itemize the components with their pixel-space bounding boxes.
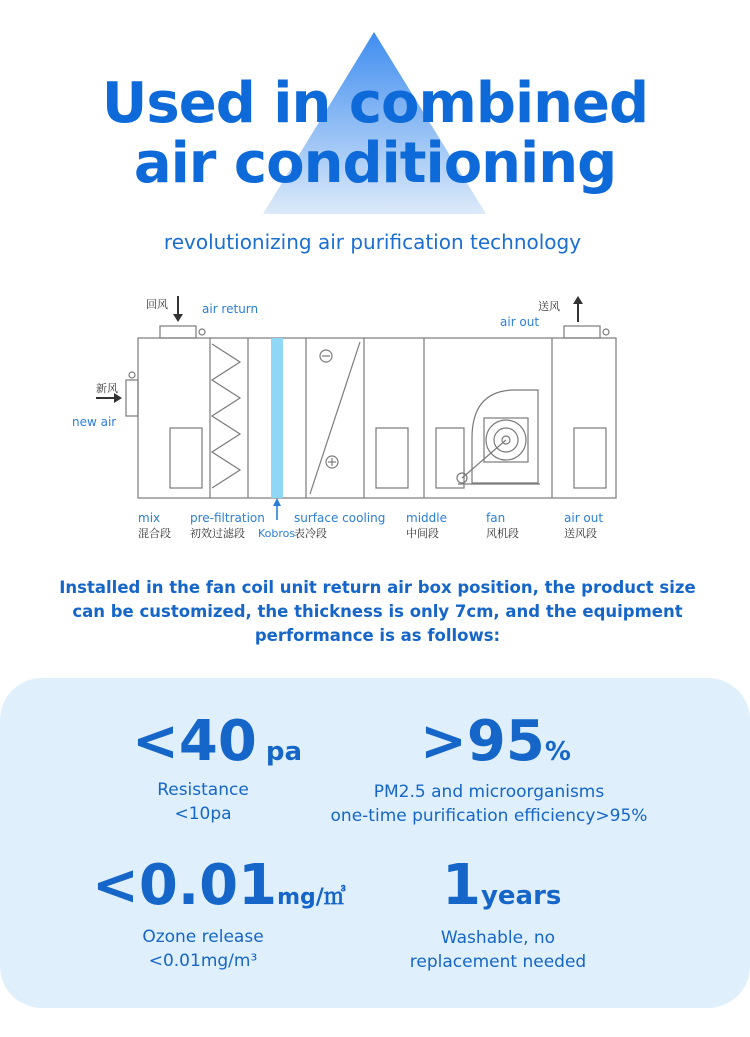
ahu-diagram [60,288,680,550]
section-label-en: mix [138,511,161,525]
section-label-cn: 表冷段 [294,527,327,540]
section-label-cn: 风机段 [486,527,519,540]
section-label-en: pre-filtration [190,511,265,525]
out-cn: 送风 [538,300,560,313]
stat-years-value: 1years [442,853,562,918]
page-title-line1: Used in combined [101,71,649,136]
section-label-cn: 混合段 [138,527,171,540]
out-en: air out [500,315,540,329]
section-label-cn: 送风段 [564,527,597,540]
stat-resistance-value: <40 pa [132,709,303,774]
section-label-cn: Kobros [258,527,296,540]
section-label-en: fan [486,511,506,525]
stat-ozone-value: <0.01mg/㎥ [92,853,346,918]
section-label-en: surface cooling [294,511,386,525]
stat-ozone-label: Ozone release <0.01mg/m³ [142,927,264,971]
stat-efficiency-label: PM2.5 and microorganisms one-time purification efficiency>95% [330,782,648,826]
description-text: Installed in the fan coil unit return air box position, the product size can be customized, the thickness is only 7cm, and the equipment performance is as follows: [59,578,696,645]
section-label-en: middle [406,511,447,525]
section-label-cn: 中间段 [406,527,439,540]
return-cn: 回风 [146,298,168,311]
stat-efficiency-value: >95% [420,709,571,774]
new-air-cn: 新风 [96,382,118,395]
page-subtitle: revolutionizing air purification technology [163,230,582,254]
stat-resistance-label: Resistance <10pa [157,780,249,824]
return-en: air return [202,302,259,316]
kobros-filter [271,338,283,498]
section-label-en: air out [564,511,604,525]
page-title-line2: air conditioning [133,131,617,196]
section-label-cn: 初效过滤段 [190,527,245,540]
stat-years-label: Washable, no replacement needed [409,928,587,972]
new-air-en: new air [72,415,117,429]
